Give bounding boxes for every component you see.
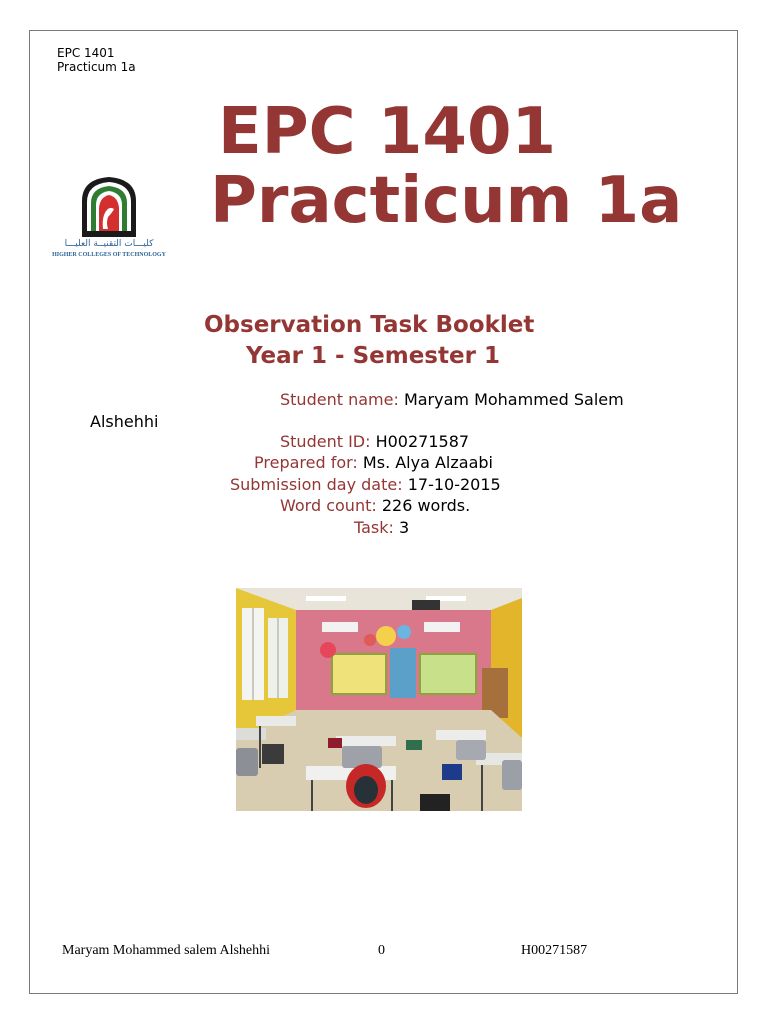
logo-arabic-text: كليـــات التقنيــة العليـــا: [64, 239, 154, 249]
task-label: Task:: [354, 518, 394, 537]
word-count-value: 226 words.: [381, 496, 471, 515]
footer-page-number: 0: [378, 943, 385, 958]
student-id-value: H00271587: [375, 432, 470, 451]
prepared-for-value: Ms. Alya Alzaabi: [362, 453, 493, 472]
student-name-value: Maryam Mohammed Salem: [403, 390, 624, 409]
hct-logo: [42, 175, 176, 265]
hct-emblem-icon: [42, 175, 176, 237]
student-name-label: Student name:: [280, 390, 399, 409]
header-course-code: EPC 1401: [57, 46, 115, 60]
word-count-label: Word count:: [280, 496, 377, 515]
submission-date-value: 17-10-2015: [407, 475, 501, 494]
footer-student-id: H00271587: [521, 943, 588, 958]
logo-english-text: HIGHER COLLEGES OF TECHNOLOGY: [52, 252, 166, 258]
classroom-photo: [236, 588, 522, 811]
task-value: 3: [399, 518, 410, 537]
student-id-label: Student ID:: [280, 432, 371, 451]
running-header: [57, 46, 136, 74]
course-title-line2: Practicum 1a: [210, 164, 683, 238]
submission-date-label: Submission day date:: [230, 475, 403, 494]
booklet-title-text: Observation Task Booklet: [204, 312, 535, 338]
prepared-for-label: Prepared for:: [254, 453, 358, 472]
course-title-line1: EPC 1401: [218, 95, 556, 169]
student-name-continuation: Alshehhi: [90, 412, 159, 431]
classroom-image: [236, 588, 522, 811]
header-course-name: Practicum 1a: [57, 60, 136, 74]
footer-author: Maryam Mohammed salem Alshehhi: [62, 943, 271, 958]
booklet-subtitle: Year 1 - Semester 1: [246, 343, 500, 369]
